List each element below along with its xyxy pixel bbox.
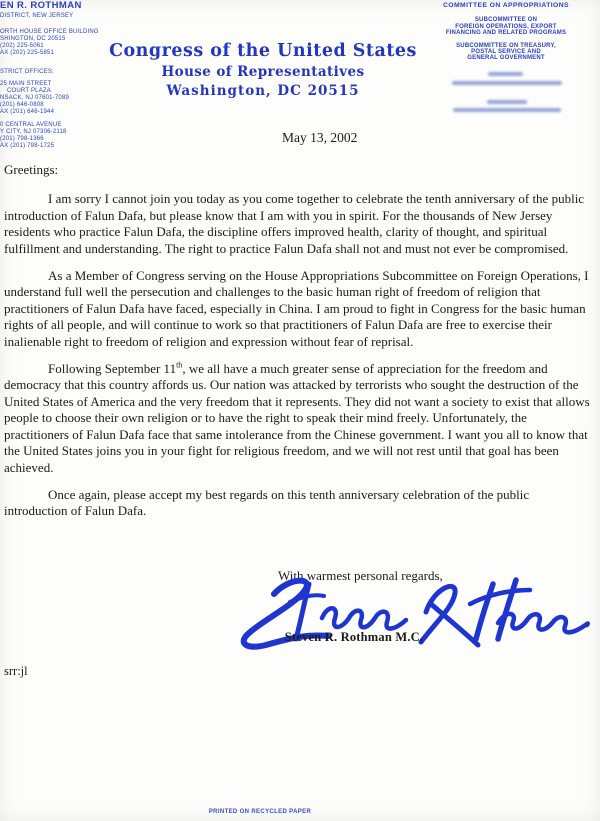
- address-line: SHINGTON, DC 20515: [0, 35, 66, 42]
- subcommittee-foreign-ops: [412, 17, 600, 36]
- redacted-text-bar: [452, 81, 562, 85]
- subcommittee-line: POSTAL SERVICE AND: [471, 49, 541, 56]
- paragraph-3: [4, 361, 590, 476]
- typed-signature-name: Steven R. Rothman M.C.: [284, 630, 424, 644]
- phone-line: (202) 225-5061: [0, 42, 44, 49]
- paragraph-4: Once again, please accept my best regards on this tenth anniversary celebration of the public introduction of Falun Dafa.: [4, 486, 530, 519]
- address-line: Y CITY, NJ 07306-2118: [0, 128, 67, 135]
- masthead-line-2: House of Representatives: [161, 64, 365, 80]
- address-line: 0 CENTRAL AVENUE: [0, 121, 62, 128]
- redacted-text-bar: [488, 72, 523, 76]
- closing-line: With warmest personal regards,: [278, 568, 443, 583]
- paragraph-1: I am sorry I cannot join you today as you come together to celebrate the tenth anniversary of the public introduction of Falun Dafa, but please know that I am with you in spirit. For the thousands of New Jersey residents who practice Falun Dafa, the discipline offers improved health, clarity of thought, and spiritual fulfillment and understanding. The right to practice Falun Dafa shall not and must not ever be compromised.: [4, 191, 585, 256]
- letter-date: May 13, 2002: [282, 130, 358, 145]
- recycled-paper-note: PRINTED ON RECYCLED PAPER: [208, 809, 312, 815]
- subcommittee-line: FOREIGN OPERATIONS, EXPORT: [455, 23, 557, 30]
- salutation: Greetings:: [4, 162, 59, 177]
- redacted-text-bar: [487, 100, 527, 104]
- redacted-text-bar: [453, 108, 561, 112]
- subcommittee-line: SUBCOMMITTEE ON: [474, 17, 538, 24]
- phone-line: (201) 646-0808: [0, 102, 44, 109]
- ordinal-superscript: th: [176, 360, 183, 370]
- letter-body: [4, 162, 590, 520]
- district-office-2: [0, 122, 140, 150]
- member-name: EN R. ROTHMAN: [0, 0, 82, 11]
- subcommittee-line: FINANCING AND RELATED PROGRAMS: [445, 30, 567, 37]
- masthead-line-3: Washington, DC 20515: [166, 83, 360, 99]
- paragraph-2: As a Member of Congress serving on the House Appropriations Subcommittee on Foreign Operations, I understand full well the persecution and challenges to the basic human right of freedom of religion that practitioners of Falun Dafa have faced, especially in China. I am proud to fight in Congress for the basic human rights of all people, and will continue to work so that practitioners of Falun Dafa are free to exercise their inalienable right to freedom of religion and expression without fear of reprisal.: [4, 268, 589, 349]
- committee-title: COMMITTEE ON APPROPRIATIONS: [443, 2, 569, 9]
- fax-line: AX (202) 225-5851: [0, 49, 55, 56]
- address-line: NSACK, NJ 07601-7089: [0, 95, 70, 102]
- paragraph-3-text: , we all have a much greater sense of appreciation for the freedom and democracy that this country affords us. Our nation was attacked by terrorists who sought the destruction of the United States of America and the very freedom that it represents. They did not want a society to exist that allows people to choose their own religion or to have the right to speak their mind freely. Unfortunately, the practitioners of Falun Dafa face that same intolerance from the Chinese government. I want you all to know that the United States joins you in your fight for religious freedom, and we will not rest until that goal has been achieved.: [4, 361, 590, 475]
- fax-line: AX (201) 646-1944: [0, 109, 55, 116]
- fax-line: AX (201) 798-1725: [0, 142, 55, 149]
- reference-initials: srr:jl: [4, 664, 28, 678]
- district-offices-label: STRICT OFFICES:: [0, 68, 54, 75]
- subcommittee-treasury: [412, 43, 600, 62]
- subcommittee-line: GENERAL GOVERNMENT: [467, 55, 545, 62]
- subcommittee-line: SUBCOMMITTEE ON TREASURY,: [456, 42, 556, 49]
- member-district: DISTRICT, NEW JERSEY: [0, 13, 74, 19]
- phone-line: (201) 798-1366: [0, 135, 44, 142]
- paragraph-3-text: Following September 11: [48, 361, 177, 377]
- address-line: COURT PLAZA: [7, 88, 51, 95]
- masthead-line-1: Congress of the United States: [109, 41, 417, 61]
- congress-masthead: [108, 40, 418, 101]
- address-line: ORTH HOUSE OFFICE BUILDING: [0, 28, 99, 35]
- address-line: 25 MAIN STREET: [0, 81, 52, 88]
- committee-letterhead: [412, 3, 600, 68]
